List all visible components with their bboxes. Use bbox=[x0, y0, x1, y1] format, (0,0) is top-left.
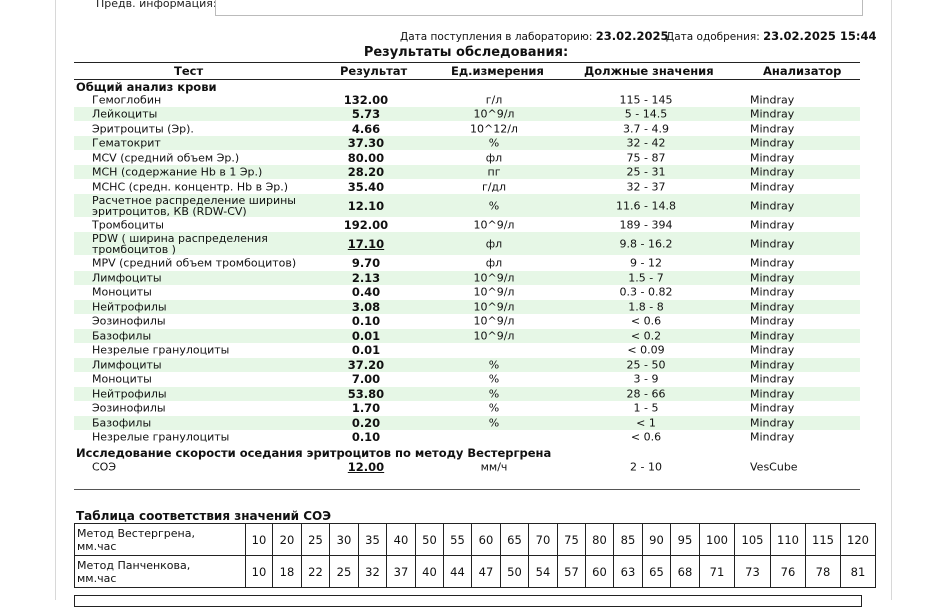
table-cell: 37 bbox=[387, 556, 416, 588]
table-row bbox=[74, 151, 860, 165]
test-unit: % bbox=[488, 416, 500, 430]
test-name-line1: MCV (средний объем Эр.) bbox=[92, 151, 240, 165]
table-cell: 10 bbox=[246, 556, 273, 588]
row-label bbox=[75, 524, 246, 556]
test-name-line1: Нейтрофилы bbox=[92, 387, 167, 401]
test-result: 12.10 bbox=[347, 198, 385, 213]
test-name-line1: Тромбоциты bbox=[92, 218, 164, 232]
table-row bbox=[74, 165, 860, 179]
table-row bbox=[74, 314, 860, 328]
test-name-line1: Расчетное распределение ширины bbox=[92, 193, 296, 207]
table-cell: 55 bbox=[444, 524, 472, 556]
test-name bbox=[92, 153, 239, 164]
results-header bbox=[74, 62, 860, 80]
table-cell: 50 bbox=[501, 556, 529, 588]
test-analyzer: Mindray bbox=[750, 237, 795, 250]
table-cell: 60 bbox=[586, 556, 614, 588]
table-cell: 22 bbox=[302, 556, 330, 588]
test-name bbox=[92, 220, 164, 231]
prelim-info-field bbox=[215, 0, 863, 16]
table-row bbox=[74, 271, 860, 285]
test-unit: фл bbox=[485, 256, 503, 270]
test-result: 9.70 bbox=[351, 256, 381, 270]
table-row bbox=[74, 372, 860, 386]
table-cell: 35 bbox=[359, 524, 387, 556]
test-unit: 10^9/л bbox=[473, 107, 515, 121]
test-analyzer: Mindray bbox=[750, 151, 795, 165]
table-cell: 32 bbox=[359, 556, 387, 588]
table-row-westergren bbox=[75, 524, 876, 556]
table-row bbox=[74, 218, 860, 232]
table-cell: 115 bbox=[806, 524, 841, 556]
test-unit: % bbox=[488, 387, 500, 401]
row-label bbox=[75, 556, 246, 588]
test-unit: % bbox=[488, 199, 500, 212]
test-analyzer: Mindray bbox=[750, 165, 795, 179]
row-label-line2: мм.час bbox=[77, 539, 117, 553]
table-cell: 73 bbox=[735, 556, 771, 588]
test-unit: % bbox=[488, 401, 500, 415]
test-norm: < 0.6 bbox=[630, 430, 662, 444]
table-cell: 10 bbox=[246, 524, 273, 556]
header-test: Тест bbox=[174, 64, 204, 78]
test-name bbox=[92, 287, 152, 298]
test-unit: фл bbox=[485, 237, 503, 250]
table-cell: 25 bbox=[330, 556, 359, 588]
test-result: 132.00 bbox=[343, 93, 389, 107]
test-name-line1: Нейтрофилы bbox=[92, 300, 167, 314]
approved-label: Дата одобрения: bbox=[666, 31, 760, 43]
test-analyzer: Mindray bbox=[750, 430, 795, 444]
table-cell: 71 bbox=[700, 556, 735, 588]
table-cell: 70 bbox=[529, 524, 558, 556]
test-unit: 10^9/л bbox=[473, 218, 515, 232]
test-name-line1: Эозинофилы bbox=[92, 314, 166, 328]
table-cell: 40 bbox=[387, 524, 416, 556]
test-norm: < 0.09 bbox=[627, 343, 665, 357]
esr-table-title: Таблица соответствия значений СОЭ bbox=[76, 509, 332, 523]
test-norm: 2 - 10 bbox=[630, 460, 662, 473]
test-result: 2.13 bbox=[351, 271, 381, 285]
test-unit: % bbox=[488, 358, 500, 372]
table-row bbox=[74, 329, 860, 343]
test-name-line1: Эозинофилы bbox=[92, 401, 166, 415]
test-name-line1: Незрелые гранулоциты bbox=[92, 343, 230, 357]
test-name bbox=[92, 195, 296, 217]
test-analyzer: Mindray bbox=[750, 329, 795, 343]
test-analyzer: Mindray bbox=[750, 271, 795, 285]
table-cell: 95 bbox=[671, 524, 700, 556]
test-result: 4.66 bbox=[351, 122, 381, 136]
table-cell: 63 bbox=[614, 556, 643, 588]
table-cell: 81 bbox=[841, 556, 876, 588]
test-unit: 10^12/л bbox=[470, 122, 518, 136]
test-result: 7.00 bbox=[351, 372, 381, 386]
test-norm: 5 - 14.5 bbox=[624, 107, 668, 121]
test-result: 17.10 bbox=[347, 236, 385, 251]
section-cbc-title: Общий анализ крови bbox=[76, 80, 217, 94]
table-row bbox=[74, 194, 860, 217]
test-name-line1: Моноциты bbox=[92, 372, 152, 386]
header-norm: Должные значения bbox=[584, 64, 714, 78]
table-row bbox=[74, 300, 860, 314]
test-result: 1.70 bbox=[351, 401, 381, 415]
test-analyzer: Mindray bbox=[750, 180, 795, 194]
test-analyzer: Mindray bbox=[750, 300, 795, 314]
table-cell: 85 bbox=[614, 524, 643, 556]
table-cell: 60 bbox=[472, 524, 501, 556]
test-name-line1: Базофилы bbox=[92, 416, 152, 430]
test-name-line1: Моноциты bbox=[92, 285, 152, 299]
test-unit: 10^9/л bbox=[473, 300, 515, 314]
test-name-line1: Незрелые гранулоциты bbox=[92, 430, 230, 444]
test-norm: 32 - 37 bbox=[626, 180, 666, 194]
test-name bbox=[92, 418, 151, 429]
table-row bbox=[74, 107, 860, 121]
test-result: 0.40 bbox=[351, 285, 381, 299]
table-row bbox=[74, 285, 860, 299]
test-norm: < 0.2 bbox=[630, 329, 662, 343]
table-row bbox=[74, 122, 860, 136]
test-result: 0.01 bbox=[351, 329, 381, 343]
test-analyzer: Mindray bbox=[750, 343, 795, 357]
table-cell: 50 bbox=[416, 524, 444, 556]
test-analyzer: Mindray bbox=[750, 285, 795, 299]
test-result: 0.20 bbox=[351, 416, 381, 430]
test-name-line1: MCH (содержание Hb в 1 Эр.) bbox=[92, 165, 263, 179]
test-name bbox=[92, 374, 152, 385]
table-row bbox=[74, 136, 860, 150]
test-unit: % bbox=[488, 136, 500, 150]
esr-conversion-table bbox=[74, 523, 876, 588]
test-norm: 75 - 87 bbox=[626, 151, 666, 165]
test-result: 37.30 bbox=[347, 136, 385, 150]
table-row bbox=[74, 232, 860, 255]
test-analyzer: Mindray bbox=[750, 358, 795, 372]
test-analyzer: Mindray bbox=[750, 136, 795, 150]
row-label-line2: мм.час bbox=[77, 571, 117, 585]
table-cell: 40 bbox=[416, 556, 444, 588]
test-unit: 10^9/л bbox=[473, 314, 515, 328]
table-row bbox=[74, 387, 860, 401]
test-norm: 189 - 394 bbox=[619, 218, 673, 232]
test-name-line1: Лейкоциты bbox=[92, 107, 158, 121]
test-name-line1: Лимфоциты bbox=[92, 271, 162, 285]
test-result: 12.00 bbox=[347, 459, 385, 474]
table-cell: 75 bbox=[558, 524, 586, 556]
table-cell: 76 bbox=[771, 556, 806, 588]
received-label: Дата поступления в лабораторию: bbox=[400, 31, 593, 43]
test-name-line1: MCHC (средн. концентр. Hb в Эр.) bbox=[92, 180, 289, 194]
test-result: 35.40 bbox=[347, 180, 385, 194]
approved-value: 23.02.2025 15:44 bbox=[763, 29, 877, 43]
test-analyzer: Mindray bbox=[750, 107, 795, 121]
test-analyzer: Mindray bbox=[750, 401, 795, 415]
test-analyzer: Mindray bbox=[750, 256, 795, 270]
table-cell: 44 bbox=[444, 556, 472, 588]
table-cell: 65 bbox=[643, 556, 671, 588]
test-norm: 11.6 - 14.8 bbox=[616, 199, 676, 212]
table-row bbox=[74, 93, 860, 107]
table-cell: 20 bbox=[273, 524, 302, 556]
header-unit: Ед.измерения bbox=[451, 64, 544, 78]
test-analyzer: Mindray bbox=[750, 122, 795, 136]
test-unit: 10^9/л bbox=[473, 271, 515, 285]
table-cell: 18 bbox=[273, 556, 302, 588]
table-cell: 47 bbox=[472, 556, 501, 588]
prelim-label: Предв. информация: bbox=[96, 0, 217, 10]
test-name bbox=[92, 138, 161, 149]
test-norm: < 0.6 bbox=[630, 314, 662, 328]
received-value: 23.02.2025 bbox=[595, 29, 669, 43]
test-analyzer: Mindray bbox=[750, 416, 795, 430]
test-result: 5.73 bbox=[351, 107, 381, 121]
test-name-line1: Эритроциты (Эр). bbox=[92, 122, 194, 136]
table-cell: 25 bbox=[302, 524, 330, 556]
test-result: 0.10 bbox=[351, 314, 381, 328]
test-name bbox=[92, 182, 288, 193]
table-row bbox=[74, 401, 860, 415]
test-analyzer: Mindray bbox=[750, 314, 795, 328]
approved-date bbox=[666, 29, 877, 43]
test-analyzer: Mindray bbox=[750, 218, 795, 232]
test-norm: 9.8 - 16.2 bbox=[619, 237, 673, 250]
test-name-line1: Гемоглобин bbox=[92, 93, 162, 107]
test-name-line2: эритроцитов, КВ (RDW-CV) bbox=[92, 204, 247, 218]
test-norm: 25 - 50 bbox=[626, 358, 666, 372]
test-unit: г/дл bbox=[481, 180, 507, 194]
table-cell: 57 bbox=[558, 556, 586, 588]
table-row-esr bbox=[74, 459, 860, 474]
test-result: 28.20 bbox=[347, 165, 385, 179]
table-cell: 54 bbox=[529, 556, 558, 588]
row-label-line1: Метод Панченкова, bbox=[77, 558, 191, 572]
table-cell: 65 bbox=[501, 524, 529, 556]
divider bbox=[74, 489, 860, 490]
test-name bbox=[92, 109, 157, 120]
test-analyzer: VesCube bbox=[750, 460, 798, 473]
table-cell: 30 bbox=[330, 524, 359, 556]
received-date bbox=[400, 29, 668, 43]
test-name bbox=[92, 258, 296, 269]
test-unit: мм/ч bbox=[480, 460, 508, 473]
test-analyzer: Mindray bbox=[750, 372, 795, 386]
table-row bbox=[74, 416, 860, 430]
test-name bbox=[92, 316, 166, 327]
test-analyzer: Mindray bbox=[750, 93, 795, 107]
test-result: 3.08 bbox=[351, 300, 381, 314]
test-norm: 28 - 66 bbox=[626, 387, 666, 401]
table-row bbox=[74, 358, 860, 372]
test-name bbox=[92, 360, 162, 371]
test-norm: 0.3 - 0.82 bbox=[619, 285, 673, 299]
table-cell: 78 bbox=[806, 556, 841, 588]
table-cell: 105 bbox=[735, 524, 771, 556]
test-name bbox=[92, 389, 167, 400]
test-result: 192.00 bbox=[343, 218, 389, 232]
test-result: 0.01 bbox=[351, 343, 381, 357]
test-unit: 10^9/л bbox=[473, 285, 515, 299]
test-name-line1: Базофилы bbox=[92, 329, 152, 343]
header-result: Результат bbox=[340, 64, 408, 78]
test-unit: % bbox=[488, 372, 500, 386]
test-analyzer: Mindray bbox=[750, 387, 795, 401]
test-name-line2: тромбоцитов ) bbox=[92, 242, 176, 256]
test-name-line1: Лимфоциты bbox=[92, 358, 162, 372]
table-row bbox=[74, 180, 860, 194]
test-name bbox=[92, 403, 166, 414]
test-name bbox=[92, 432, 229, 443]
table-cell: 120 bbox=[841, 524, 876, 556]
table-row bbox=[74, 343, 860, 357]
page-title: Результаты обследования: bbox=[363, 45, 569, 60]
test-norm: 3.7 - 4.9 bbox=[623, 122, 669, 136]
test-norm: 25 - 31 bbox=[626, 165, 666, 179]
test-norm: 9 - 12 bbox=[630, 256, 662, 270]
test-result: 53.80 bbox=[347, 387, 385, 401]
test-name bbox=[92, 273, 162, 284]
table-row-panchenkov bbox=[75, 556, 876, 588]
row-label-line1: Метод Вестергрена, bbox=[77, 526, 195, 540]
table-cell: 100 bbox=[700, 524, 735, 556]
table-row bbox=[74, 430, 860, 444]
table-cell: 68 bbox=[671, 556, 700, 588]
test-norm: 32 - 42 bbox=[626, 136, 666, 150]
test-name bbox=[92, 124, 194, 135]
test-name bbox=[92, 233, 268, 255]
table-cell: 80 bbox=[586, 524, 614, 556]
test-name-line1: PDW ( ширина распределения bbox=[92, 231, 268, 245]
test-norm: 3 - 9 bbox=[633, 372, 659, 386]
section-esr-title: Исследование скорости оседания эритроцитов по методу Вестергрена bbox=[76, 446, 552, 460]
test-name: СОЭ bbox=[92, 460, 117, 473]
test-name bbox=[92, 331, 151, 342]
table-cell: 90 bbox=[643, 524, 671, 556]
test-name bbox=[92, 95, 161, 106]
test-name-line1: Гематокрит bbox=[92, 136, 161, 150]
test-name bbox=[92, 167, 262, 178]
table-row bbox=[74, 256, 860, 270]
test-result: 80.00 bbox=[347, 151, 385, 165]
test-norm: < 1 bbox=[636, 416, 656, 430]
test-norm: 1.8 - 8 bbox=[628, 300, 664, 314]
test-norm: 115 - 145 bbox=[619, 93, 673, 107]
table-cell: 110 bbox=[771, 524, 806, 556]
test-unit: фл bbox=[485, 151, 503, 165]
test-name-line1: MPV (средний объем тромбоцитов) bbox=[92, 256, 297, 270]
header-analyzer: Анализатор bbox=[763, 64, 842, 78]
next-section-box bbox=[74, 595, 862, 607]
test-norm: 1.5 - 7 bbox=[628, 271, 664, 285]
test-analyzer: Mindray bbox=[750, 199, 795, 212]
test-result: 0.10 bbox=[351, 430, 381, 444]
test-norm: 1 - 5 bbox=[633, 401, 659, 415]
test-result: 37.20 bbox=[347, 358, 385, 372]
test-unit: г/л bbox=[485, 93, 503, 107]
test-unit: пг bbox=[487, 165, 501, 179]
test-name bbox=[92, 302, 167, 313]
test-name bbox=[92, 345, 229, 356]
test-unit: 10^9/л bbox=[473, 329, 515, 343]
